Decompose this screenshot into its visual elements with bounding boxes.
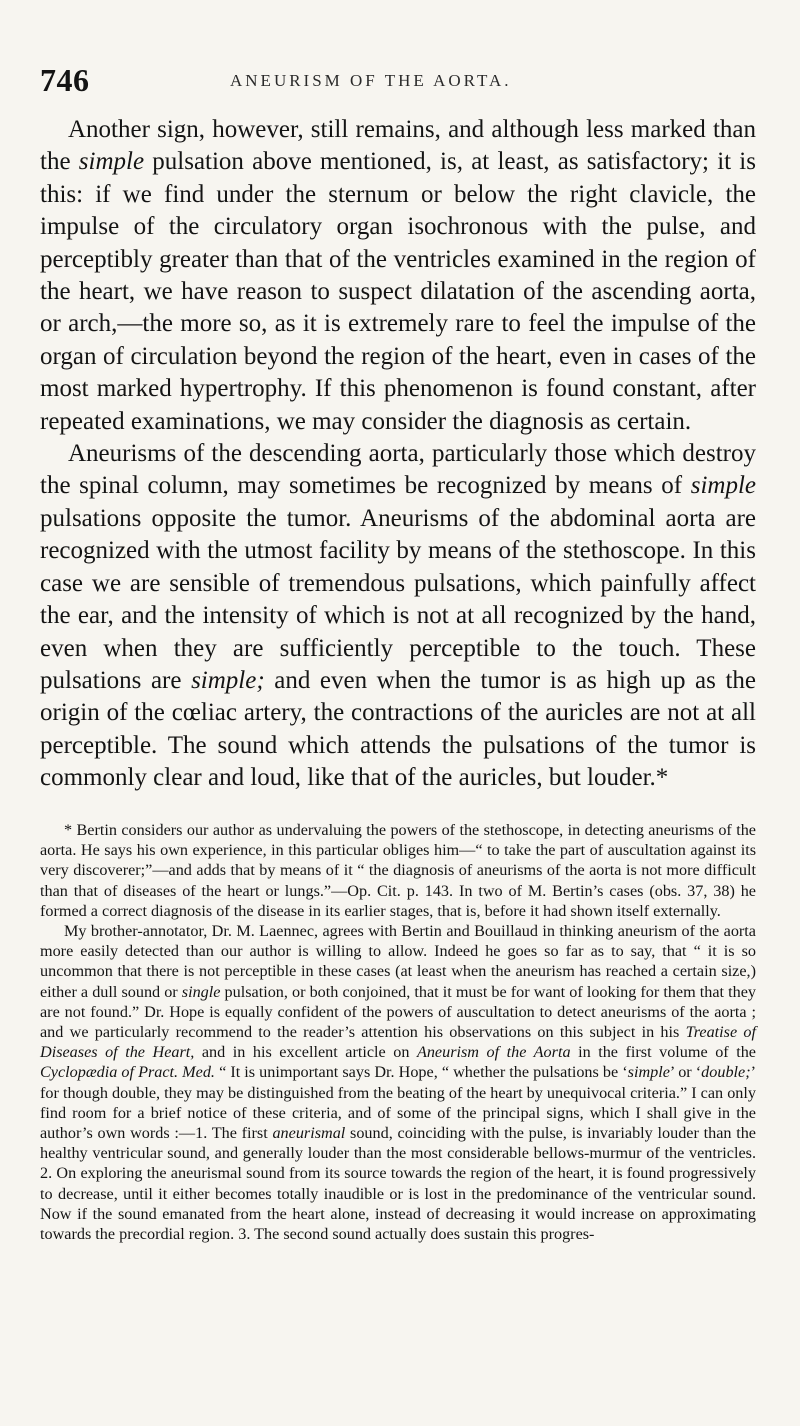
page-number: 746 [40,62,90,98]
main-text [40,114,756,795]
running-title: ANEURISM OF THE AORTA. [230,71,512,90]
book-title: Treatise of Diseases of the Heart, [40,1023,757,1062]
italic-term: simple [690,472,756,500]
footnote: * Bertin considers our author as undervaluing the powers of the stethoscope, in detecting aneurisms of the aorta. He says his own experience, in this particular obliges him—“ to take the part of auscultation against its very discoverer;”—and adds that by means of it “ the diagnosis of aneurisms of the aorta is not more difficult than that of diseases of the heart or lungs.”—Op. Cit. p. 143. In two of M. Bertin’s cases (obs. 37, 38) he formed a correct diagnosis of the disease in its earlier stages, that is, before it had shown itself externally. [40,821,756,920]
italic-term: simple [78,148,145,176]
book-title: Cyclopædia of Pract. Med. [40,1063,215,1082]
footnote: My brother-annotator, Dr. M. Laennec, agrees with Bertin and Bouillaud in thinking aneurism of the aorta more easily detected than our author is willing to allow. Indeed he goes so far as to say, that “ it is so uncommon that there is not perceptible in these cases (at least when the aneurism has reached a certain size,) either a dull sound or single pulsation, or both conjoined, that it must be for want of looking for them that they are not found.” Dr. Hope is equally confident of the powers of auscultation to detect aneurisms of the aorta ; and we particularly recommend to the reader’s attention his observations on this subject in his Treatise of Diseases of the Heart, and in his excellent article on Aneurism of the Aorta in the first volume of the Cyclopædia of Pract. Med. “ It is unimportant says Dr. Hope, “ whether the pulsations be ‘simple’ or ‘double;’ for though double, they may be distinguished from the beating of the heart by unequivocal criteria.” I can only find room for a brief notice of these criteria, and of some of the principal signs, which I shall give in the author’s own words :—1. The first aneurismal sound, coinciding with the pulse, is invariably louder than the healthy ventricular sound, and generally louder than the most considerable bellows-murmur of the ventricles. 2. On exploring the aneurismal sound from its source towards the region of the heart, it is found progressively to decrease, until it either becomes totally inaudible or is lost in the predominance of the ventricular sound. Now if the sound emanated from the heart alone, instead of decreasing it would increase on approximating towards the precordial region. 3. The second sound actually does sustain this progres- [40,922,757,1244]
italic-term: simple; [191,666,265,694]
footnotes [40,820,756,1244]
paragraph: Aneurisms of the descending aorta, particularly those which destroy the spinal column, may sometimes be recognized by means of simple pulsations opposite the tumor. Aneurisms of the abdominal aorta are recognized with the utmost facility by means of the stethoscope. In this case we are sensible of tremendous pulsations, which painfully affect the ear, and the intensity of which is not at all recognized by the hand, even when they are sufficiently perceptible to the touch. These pulsations are simple; and even when the tumor is as high up as the origin of the cœliac artery, the contractions of the auricles are not at all perceptible. The sound which attends the pulsations of the tumor is commonly clear and loud, like that of the auricles, but louder.* [40,440,756,792]
paragraph: Another sign, however, still remains, and although less marked than the simple pulsation above mentioned, is, at least, as satisfactory; it is this: if we find under the sternum or below the right clavicle, the impulse of the circulatory organ isochronous with the pulse, and perceptibly greater than that of the ventricles examined in the region of the heart, we have reason to suspect dilatation of the ascending aorta, or arch,—the more so, as it is extremely rare to feel the impulse of the organ of circulation beyond the region of the heart, even in cases of the most marked hypertrophy. If this phenomenon is found constant, after repeated examinations, we may consider the diagnosis as certain. [40,116,756,435]
article-title: Aneurism of the Aorta [416,1043,571,1062]
running-head [40,62,740,102]
